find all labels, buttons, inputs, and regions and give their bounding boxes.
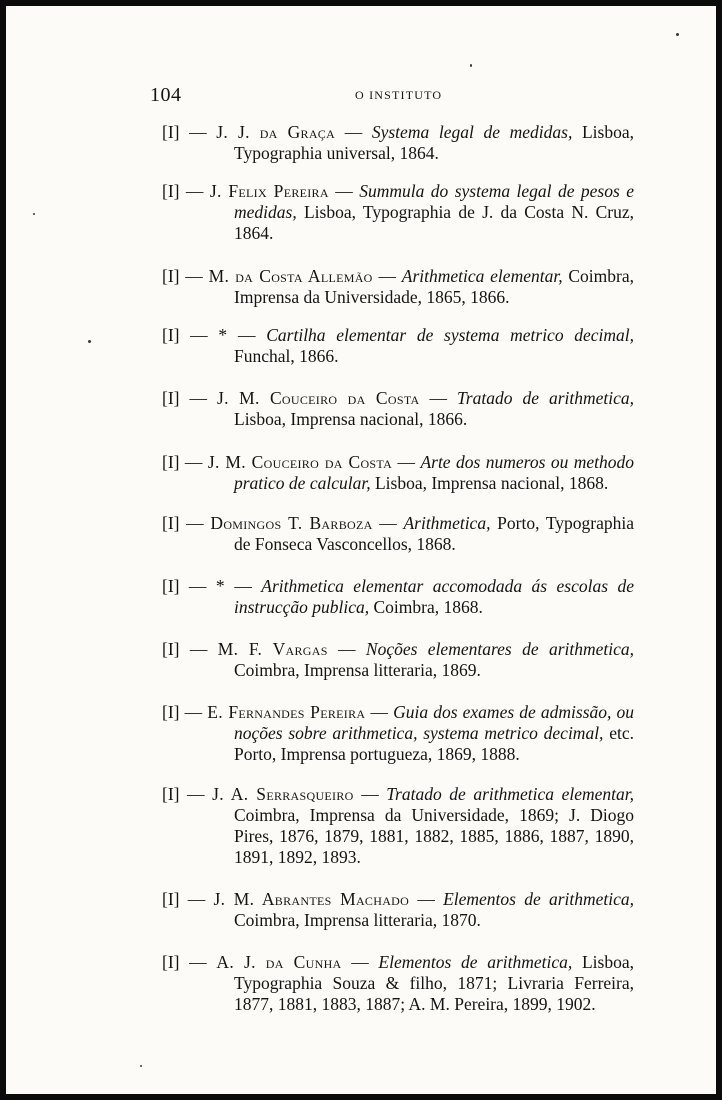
entry-details: Lisboa, Typographia universal, 1864.: [234, 122, 634, 163]
entry-details: Porto, Typographia de Fonseca Vasconcellos, 1868.: [234, 513, 635, 554]
entry-mark: [I]: [162, 576, 180, 596]
scan-border-right: [716, 0, 722, 1100]
entry-author: M. F. Vargas: [217, 639, 328, 659]
entry-mark: [I]: [162, 639, 180, 659]
scan-border-left: [0, 0, 6, 1100]
entry-author: M. da Costa Allemão: [208, 266, 373, 286]
entry-details: Lisboa, Typographia Souza & filho, 1871; Livraria Ferreira, 1877, 1881, 1883, 1887; A. M. Pereira, 1899, 1902.: [234, 952, 634, 1014]
bibliography-list: [162, 122, 634, 1015]
bibliography-entry: [I] — Domingos T. Barboza — Arithmetica, Porto, Typographia de Fonseca Vasconcellos, 1868.: [162, 513, 635, 554]
entry-title: Arithmetica elementar accomodada ás escolas de instrucção publica,: [234, 576, 635, 617]
bibliography-entry: [I] — E. Fernandes Pereira — Guia dos exames de admissão, ou noções sobre arithmetica, systema metrico decimal, etc. Porto, Imprensa portugueza, 1869, 1888.: [162, 702, 635, 764]
entry-mark: [I]: [162, 388, 180, 408]
entry-details: Coimbra, Imprensa litteraria, 1869.: [234, 660, 481, 680]
entry-title: Elementos de arithmetica,: [443, 889, 635, 909]
running-head: O INSTITUTO: [355, 88, 443, 102]
bibliography-entry: [I] — J. J. da Graça — Systema legal de medidas, Lisboa, Typographia universal, 1864.: [162, 122, 634, 163]
entry-mark: [I]: [162, 181, 180, 201]
entry-author: E. Fernandes Pereira: [207, 702, 366, 722]
entry-author: J. Felix Pereira: [209, 181, 329, 201]
entry-author: Domingos T. Barboza: [210, 513, 373, 533]
entry-author: J. M. Abrantes Machado: [213, 889, 410, 909]
entry-author: A. J. da Cunha: [216, 952, 342, 972]
scan-border-bottom: [0, 1094, 722, 1100]
entry-title: Tratado de arithmetica,: [457, 388, 635, 408]
entry-title: Arithmetica elementar,: [401, 266, 563, 286]
entry-mark: [I]: [162, 513, 180, 533]
entry-mark: [I]: [162, 952, 180, 972]
entry-details: Funchal, 1866.: [234, 346, 339, 366]
entry-title: Arte dos numeros ou methodo pratico de calcular,: [234, 452, 635, 493]
entry-mark: [I]: [162, 122, 180, 142]
entry-title: Noções elementares de arithmetica,: [365, 639, 635, 659]
entry-details: Lisboa, Imprensa nacional, 1868.: [374, 473, 609, 493]
entry-mark: [I]: [162, 702, 180, 722]
entry-author: J. J. da Graça: [216, 122, 336, 142]
entry-title: Arithmetica,: [403, 513, 491, 533]
entry-mark: [I]: [162, 889, 180, 909]
bibliography-entry: [I] — A. J. da Cunha — Elementos de arithmetica, Lisboa, Typographia Souza & filho, 1871; Livraria Ferreira, 1877, 1881, 1883, 1887; A. M. Pereira, 1899, 1902.: [162, 952, 634, 1014]
entry-details: Coimbra, Imprensa da Universidade, 1869; J. Diogo Pires, 1876, 1879, 1881, 1882, 1885, 1886, 1887, 1890, 1891, 1892, 1893.: [234, 805, 634, 867]
scan-speck: [676, 33, 679, 36]
bibliography-entry: [I] — M. da Costa Allemão — Arithmetica elementar, Coimbra, Imprensa da Universidade, 1865, 1866.: [162, 266, 634, 307]
bibliography-entry: [I] — * — Cartilha elementar de systema metrico decimal, Funchal, 1866.: [162, 325, 635, 366]
entry-details: Coimbra, 1868.: [373, 597, 483, 617]
entry-title: Guia dos exames de admissão, ou noções sobre arithmetica, systema metrico decimal,: [234, 702, 635, 743]
entry-title: Elementos de arithmetica,: [378, 952, 573, 972]
entry-title: Systema legal de medidas,: [371, 122, 573, 142]
entry-author: J. A. Serrasqueiro: [212, 784, 354, 804]
entry-details: Lisboa, Imprensa nacional, 1866.: [234, 409, 468, 429]
scan-border-top: [0, 0, 722, 6]
entry-mark: [I]: [162, 266, 180, 286]
bibliography-entry: [I] — J. Felix Pereira — Summula do systema legal de pesos e medidas, Lisboa, Typographia de J. da Costa N. Cruz, 1864.: [162, 181, 635, 243]
bibliography-entry: [I] — J. A. Serrasqueiro — Tratado de arithmetica elementar, Coimbra, Imprensa da Universidade, 1869; J. Diogo Pires, 1876, 1879, 1881, 1882, 1885, 1886, 1887, 1890, 1891, 1892, 1893.: [162, 784, 635, 867]
scan-speck: [140, 1065, 142, 1067]
entry-mark: [I]: [162, 452, 180, 472]
entry-mark: [I]: [162, 784, 180, 804]
entry-title: Cartilha elementar de systema metrico decimal,: [266, 325, 635, 345]
bibliography-entry: [I] — M. F. Vargas — Noções elementares de arithmetica, Coimbra, Imprensa litteraria, 1869.: [162, 639, 635, 680]
entry-details: Coimbra, Imprensa da Universidade, 1865, 1866.: [234, 266, 634, 307]
entry-mark: [I]: [162, 325, 180, 345]
entry-details: etc. Porto, Imprensa portugueza, 1869, 1888.: [234, 723, 634, 764]
entry-title: Summula do systema legal de pesos e medidas,: [234, 181, 635, 222]
bibliography-entry: [I] — J. M. Couceiro da Costa — Arte dos numeros ou methodo pratico de calcular, Lisboa, Imprensa nacional, 1868.: [162, 452, 635, 493]
scan-speck: [33, 213, 35, 215]
bibliography-entry: [I] — * — Arithmetica elementar accomodada ás escolas de instrucção publica, Coimbra, 1868.: [162, 576, 635, 617]
entry-details: Coimbra, Imprensa litteraria, 1870.: [234, 910, 481, 930]
bibliography-entry: [I] — J. M. Couceiro da Costa — Tratado de arithmetica, Lisboa, Imprensa nacional, 1866.: [162, 388, 635, 429]
page-number: 104: [150, 84, 182, 106]
entry-author: *: [218, 325, 228, 345]
entry-details: Lisboa, Typographia de J. da Costa N. Cruz, 1864.: [234, 202, 635, 243]
entry-author: J. M. Couceiro da Costa: [217, 388, 420, 408]
scan-speck: [88, 340, 91, 343]
entry-author: J. M. Couceiro da Costa: [207, 452, 393, 472]
entry-author: *: [215, 576, 225, 596]
bibliography-entry: [I] — J. M. Abrantes Machado — Elementos de arithmetica, Coimbra, Imprensa litteraria, 1870.: [162, 889, 635, 930]
entry-title: Tratado de arithmetica elementar,: [386, 784, 635, 804]
page-header: [150, 84, 640, 108]
scan-speck: [470, 64, 472, 67]
